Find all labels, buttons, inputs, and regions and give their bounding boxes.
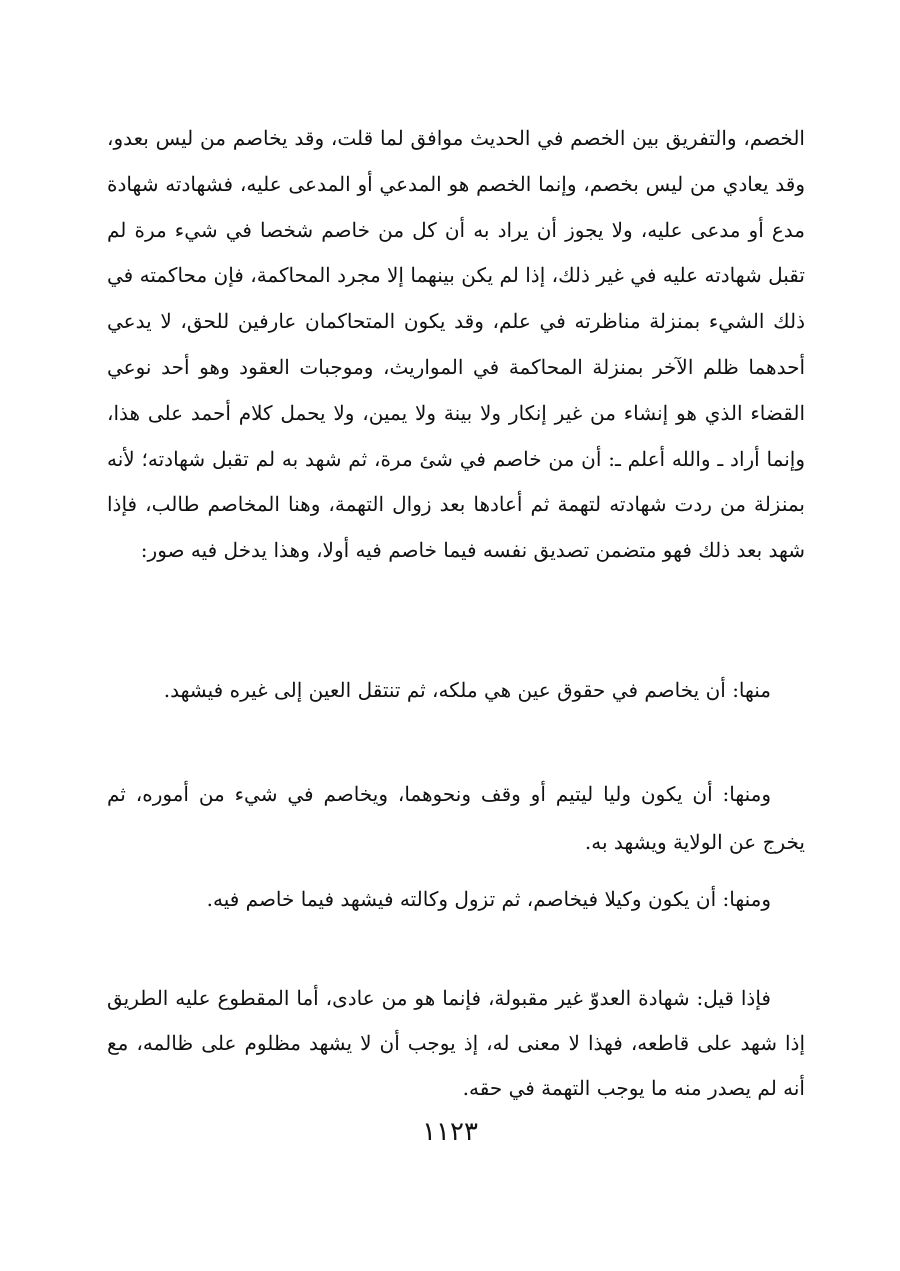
paragraph-example-ownership: منها: أن يخاصم في حقوق عين هي ملكه، ثم تنتقل العين إلى غيره فيشهد. (163, 678, 771, 702)
paragraph-example-guardian: ومنها: أن يكون وليا ليتيم أو وقف ونحوهما، ويخاصم في شيء من أموره، ثم يخرج عن الولاية ويشهد به. (107, 782, 805, 854)
paragraph-main: الخصم، والتفريق بين الخصم في الحديث موافق لما قلت، وقد يخاصم من ليس بعدو، وقد يعادي من ليس بخصم، وإنما الخصم هو المدعي أو المدعى عليه، فشهادته شهادة مدع أو مدعى عليه، ولا يجوز أن يراد به أن كل من خاصم شخصا في شيء مرة لم تقبل شهادته عليه في غير ذلك، إذا لم يكن بينهما إلا مجرد المحاكمة، فإن محاكمته في ذلك الشيء بمنزلة مناظرته في علم، وقد يكون المتحاكمان عارفين للحق، لا يدعي أحدهما ظلم الآخر بمنزلة المحاكمة في المواريث، وموجبات العقود وهو أحد نوعي القضاء الذي هو إنشاء من غير إنكار ولا بينة ولا يمين، ولا يحمل كلام أحمد على هذا، وإنما أراد ـ والله أعلم ـ: أن من خاصم في شئ مرة، ثم شهد به لم تقبل شهادته؛ لأنه بمنزلة من ردت شهادته لتهمة ثم أعادها بعد زوال التهمة، وهنا المخاصم طالب، فإذا شهد بعد ذلك فهو متضمن تصديق نفسه فيما خاصم فيه أولا، وهذا يدخل فيه صور: (107, 126, 805, 563)
paragraph-example-agent: ومنها: أن يكون وكيلا فيخاصم، ثم تزول وكالته فيشهد فيما خاصم فيه. (206, 887, 771, 911)
page-number: ١١٢٣ (422, 1117, 478, 1147)
paragraph-enemy-testimony: فإذا قيل: شهادة العدوّ غير مقبولة، فإنما هو من عادى، أما المقطوع عليه الطريق إذا شهد على قاطعه، فهذا لا معنى له، إذ يوجب أن لا يشهد مظلوم على ظالمه، مع أنه لم يصدر منه ما يوجب التهمة في حقه. (107, 986, 805, 1100)
